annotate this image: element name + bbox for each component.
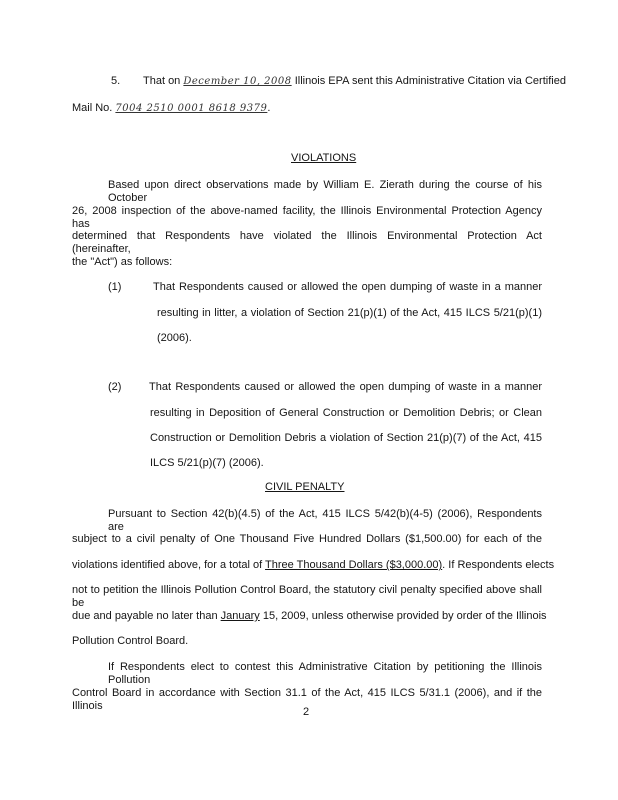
civil-penalty-line-5 xyxy=(72,610,547,623)
violations-intro-line-3: determined that Respondents have violated the Illinois Environmental Protection Act (hereinafter, xyxy=(72,230,542,255)
contest-line-1: If Respondents elect to contest this Administrative Citation by petitioning the Illinois Pollution xyxy=(108,661,542,686)
page-number: 2 xyxy=(303,706,310,718)
violation-2-line-3: Construction or Demolition Debris a violation of Section 21(p)(7) of the Act, 415 xyxy=(150,432,542,444)
civil-penalty-line-3-before: violations identified above, for a total of xyxy=(72,559,263,571)
due-date-month: January xyxy=(220,610,260,622)
violation-2-line-1: That Respondents caused or allowed the open dumping of waste in a manner xyxy=(149,381,542,393)
violations-intro-line-4: the "Act") as follows: xyxy=(72,256,173,268)
violation-2-line-4: ILCS 5/21(p)(7) (2006). xyxy=(150,457,264,469)
civil-penalty-line-3 xyxy=(72,559,554,572)
civil-penalty-line-5-before: due and payable no later than xyxy=(72,610,218,622)
civil-penalty-line-5-after: 15, 2009, unless otherwise provided by order of the Illinois xyxy=(262,610,547,622)
violation-1-line-2: resulting in litter, a violation of Section 21(p)(1) of the Act, 415 ILCS 5/21(p)(1) xyxy=(157,307,542,319)
paragraph-5-line-2 xyxy=(72,102,270,115)
civil-penalty-line-2: subject to a civil penalty of One Thousand Five Hundred Dollars ($1,500.00) for each of the xyxy=(72,533,542,545)
violations-intro-line-1: Based upon direct observations made by William E. Zierath during the course of his October xyxy=(108,179,542,204)
violation-2-line-2: resulting in Deposition of General Construction or Demolition Debris; or Clean xyxy=(150,407,542,419)
civil-penalty-line-6: Pollution Control Board. xyxy=(72,635,189,647)
violation-1-line-1: That Respondents caused or allowed the open dumping of waste in a manner xyxy=(153,281,542,293)
paragraph-5-text-before: That on xyxy=(143,75,181,87)
civil-penalty-line-3-after: . If Respondents elects xyxy=(442,559,555,571)
handwritten-date: December 10, 2008 xyxy=(183,76,292,87)
violation-1-line-3: (2006). xyxy=(157,332,192,344)
paragraph-5-end: . xyxy=(267,102,271,114)
paragraph-5-text-after: Illinois EPA sent this Administrative Citation via Certified xyxy=(294,75,566,87)
violations-intro-line-2: 26, 2008 inspection of the above-named facility, the Illinois Environmental Protection Agency has xyxy=(72,205,542,230)
civil-penalty-line-1: Pursuant to Section 42(b)(4.5) of the Act, 415 ILCS 5/42(b)(4-5) (2006), Respondents are xyxy=(108,508,542,533)
civil-penalty-heading: CIVIL PENALTY xyxy=(265,481,345,493)
violation-2-number: (2) xyxy=(108,381,122,393)
mail-label: Mail No. xyxy=(72,102,113,114)
violation-1-number: (1) xyxy=(108,281,122,293)
civil-penalty-total: Three Thousand Dollars ($3,000.00) xyxy=(265,559,443,571)
paragraph-5-number: 5. xyxy=(111,75,121,87)
contest-line-2: Control Board in accordance with Section 31.1 of the Act, 415 ILCS 5/31.1 (2006), and if the Illinois xyxy=(72,687,542,712)
handwritten-mail-number: 7004 2510 0001 8618 9379 xyxy=(115,103,268,114)
paragraph-5-line-1 xyxy=(143,75,566,88)
violations-heading: VIOLATIONS xyxy=(291,152,357,164)
civil-penalty-line-4: not to petition the Illinois Pollution Control Board, the statutory civil penalty specified above shall be xyxy=(72,584,542,609)
